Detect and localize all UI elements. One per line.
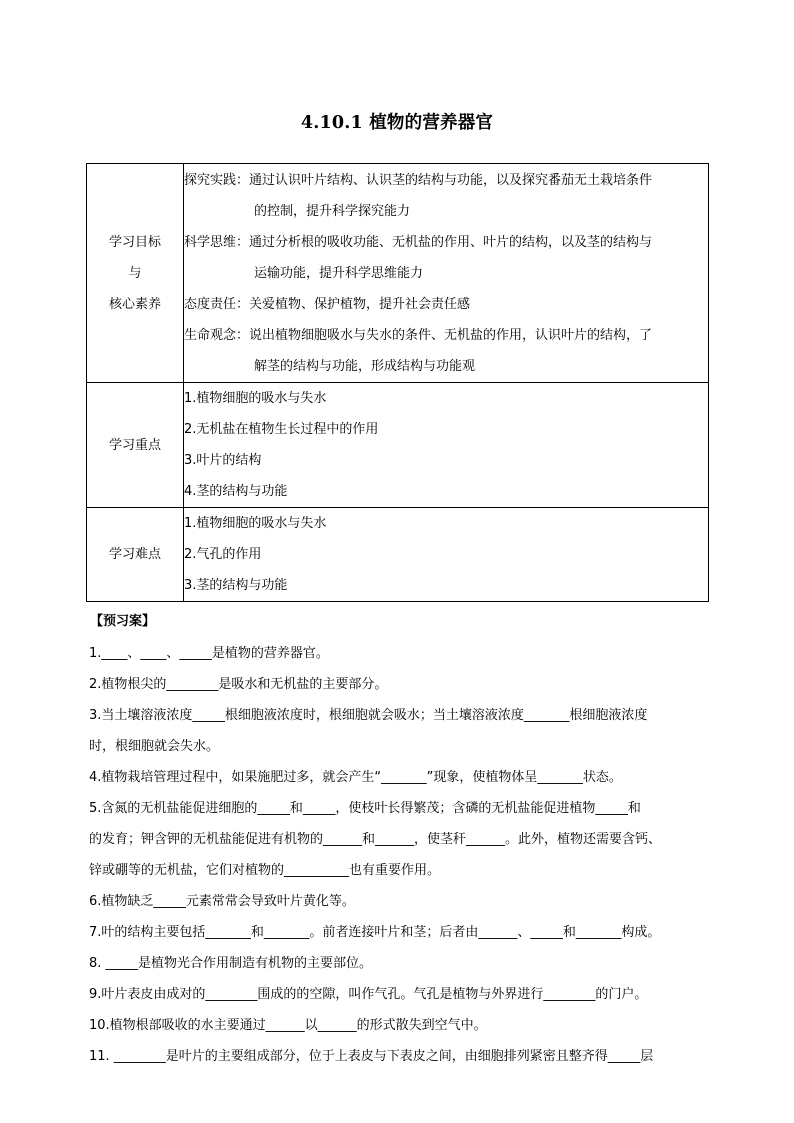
question-line: 3.当土壤溶液浓度_____根细胞液浓度时，根细胞就会吸水；当土壤溶液浓度_______根细胞液浓度 [89, 708, 648, 723]
key-points-label: 学习重点 [87, 383, 184, 508]
table-row-goals [87, 164, 709, 383]
goals-content-cell [184, 164, 709, 383]
key-points-cell [184, 383, 709, 508]
question-line: 的发育；钾含钾的无机盐能促进有机物的______和______，使茎秆______。此外，植物还需要含钙、 [89, 832, 662, 847]
difficulty-item: 3.茎的结构与功能 [184, 578, 288, 593]
question-line: 4.植物栽培管理过程中，如果施肥过多，就会产生“_______”现象，使植物体呈_______状态。 [89, 770, 622, 785]
goal-line: 的控制，提升科学探究能力 [254, 203, 411, 219]
question-line: 7.叶的结构主要包括_______和_______。前者连接叶片和茎；后者由______、_____和_______构成。 [89, 925, 661, 940]
question-line: 11. ________是叶片的主要组成部分，位于上表皮与下表皮之间，由细胞排列紧密且整齐得_____层 [89, 1049, 654, 1064]
goal-line: 科学思维：通过分析根的吸收功能、无机盐的作用、叶片的结构，以及茎的结构与 [184, 234, 653, 250]
table-row-difficulties [87, 508, 709, 602]
goals-label-line: 核心素养 [108, 296, 161, 312]
learning-goals-table [86, 163, 709, 602]
goal-line: 态度责任：关爱植物、保护植物，提升社会责任感 [184, 296, 471, 312]
difficulties-cell [184, 508, 709, 602]
table-row-key-points [87, 383, 709, 508]
question-line: 5.含氮的无机盐能促进细胞的_____和_____，使枝叶长得繁茂；含磷的无机盐能促进植物_____和 [89, 801, 641, 816]
question-line: 10.植物根部吸收的水主要通过______以______的形式散失到空气中。 [89, 1018, 487, 1033]
question-line: 9.叶片表皮由成对的________围成的的空隙，叫作气孔。气孔是植物与外界进行________的门户。 [89, 987, 648, 1002]
goals-label-line: 学习目标 [108, 234, 161, 250]
question-line: 锌或硼等的无机盐，它们对植物的__________也有重要作用。 [89, 863, 441, 878]
question-line: 2.植物根尖的________是吸水和无机盐的主要部分。 [89, 677, 388, 692]
difficulty-item: 2.气孔的作用 [184, 547, 262, 562]
preview-heading: 【预习案】 [90, 614, 156, 629]
goal-line: 解茎的结构与功能，形成结构与功能观 [254, 358, 476, 374]
key-point-item: 4.茎的结构与功能 [184, 484, 288, 499]
goal-line: 生命观念：说出植物细胞吸水与失水的条件、无机盐的作用，认识叶片的结构，了 [184, 327, 653, 343]
goals-label-cell [87, 164, 184, 383]
key-point-item: 3.叶片的结构 [184, 453, 262, 468]
goal-line: 探究实践：通过认识叶片结构、认识茎的结构与功能，以及探究番茄无土栽培条件 [184, 172, 653, 188]
key-point-item: 1.植物细胞的吸水与失水 [184, 391, 327, 406]
question-line: 6.植物缺乏_____元素常常会导致叶片黄化等。 [89, 894, 355, 909]
preview-questions [89, 638, 709, 1072]
difficulties-label: 学习难点 [87, 508, 184, 602]
goals-label-line: 与 [128, 265, 142, 281]
difficulty-item: 1.植物细胞的吸水与失水 [184, 516, 327, 531]
question-line: 8. _____是植物光合作用制造有机物的主要部位。 [89, 956, 373, 971]
question-line: 时，根细胞就会失水。 [89, 739, 220, 754]
key-point-item: 2.无机盐在植物生长过程中的作用 [184, 422, 379, 437]
question-line: 1.____、____、_____是植物的营养器官。 [89, 646, 329, 661]
page-title: 4.10.1 植物的营养器官 [300, 113, 494, 133]
goal-line: 运输功能，提升科学思维能力 [254, 265, 424, 281]
